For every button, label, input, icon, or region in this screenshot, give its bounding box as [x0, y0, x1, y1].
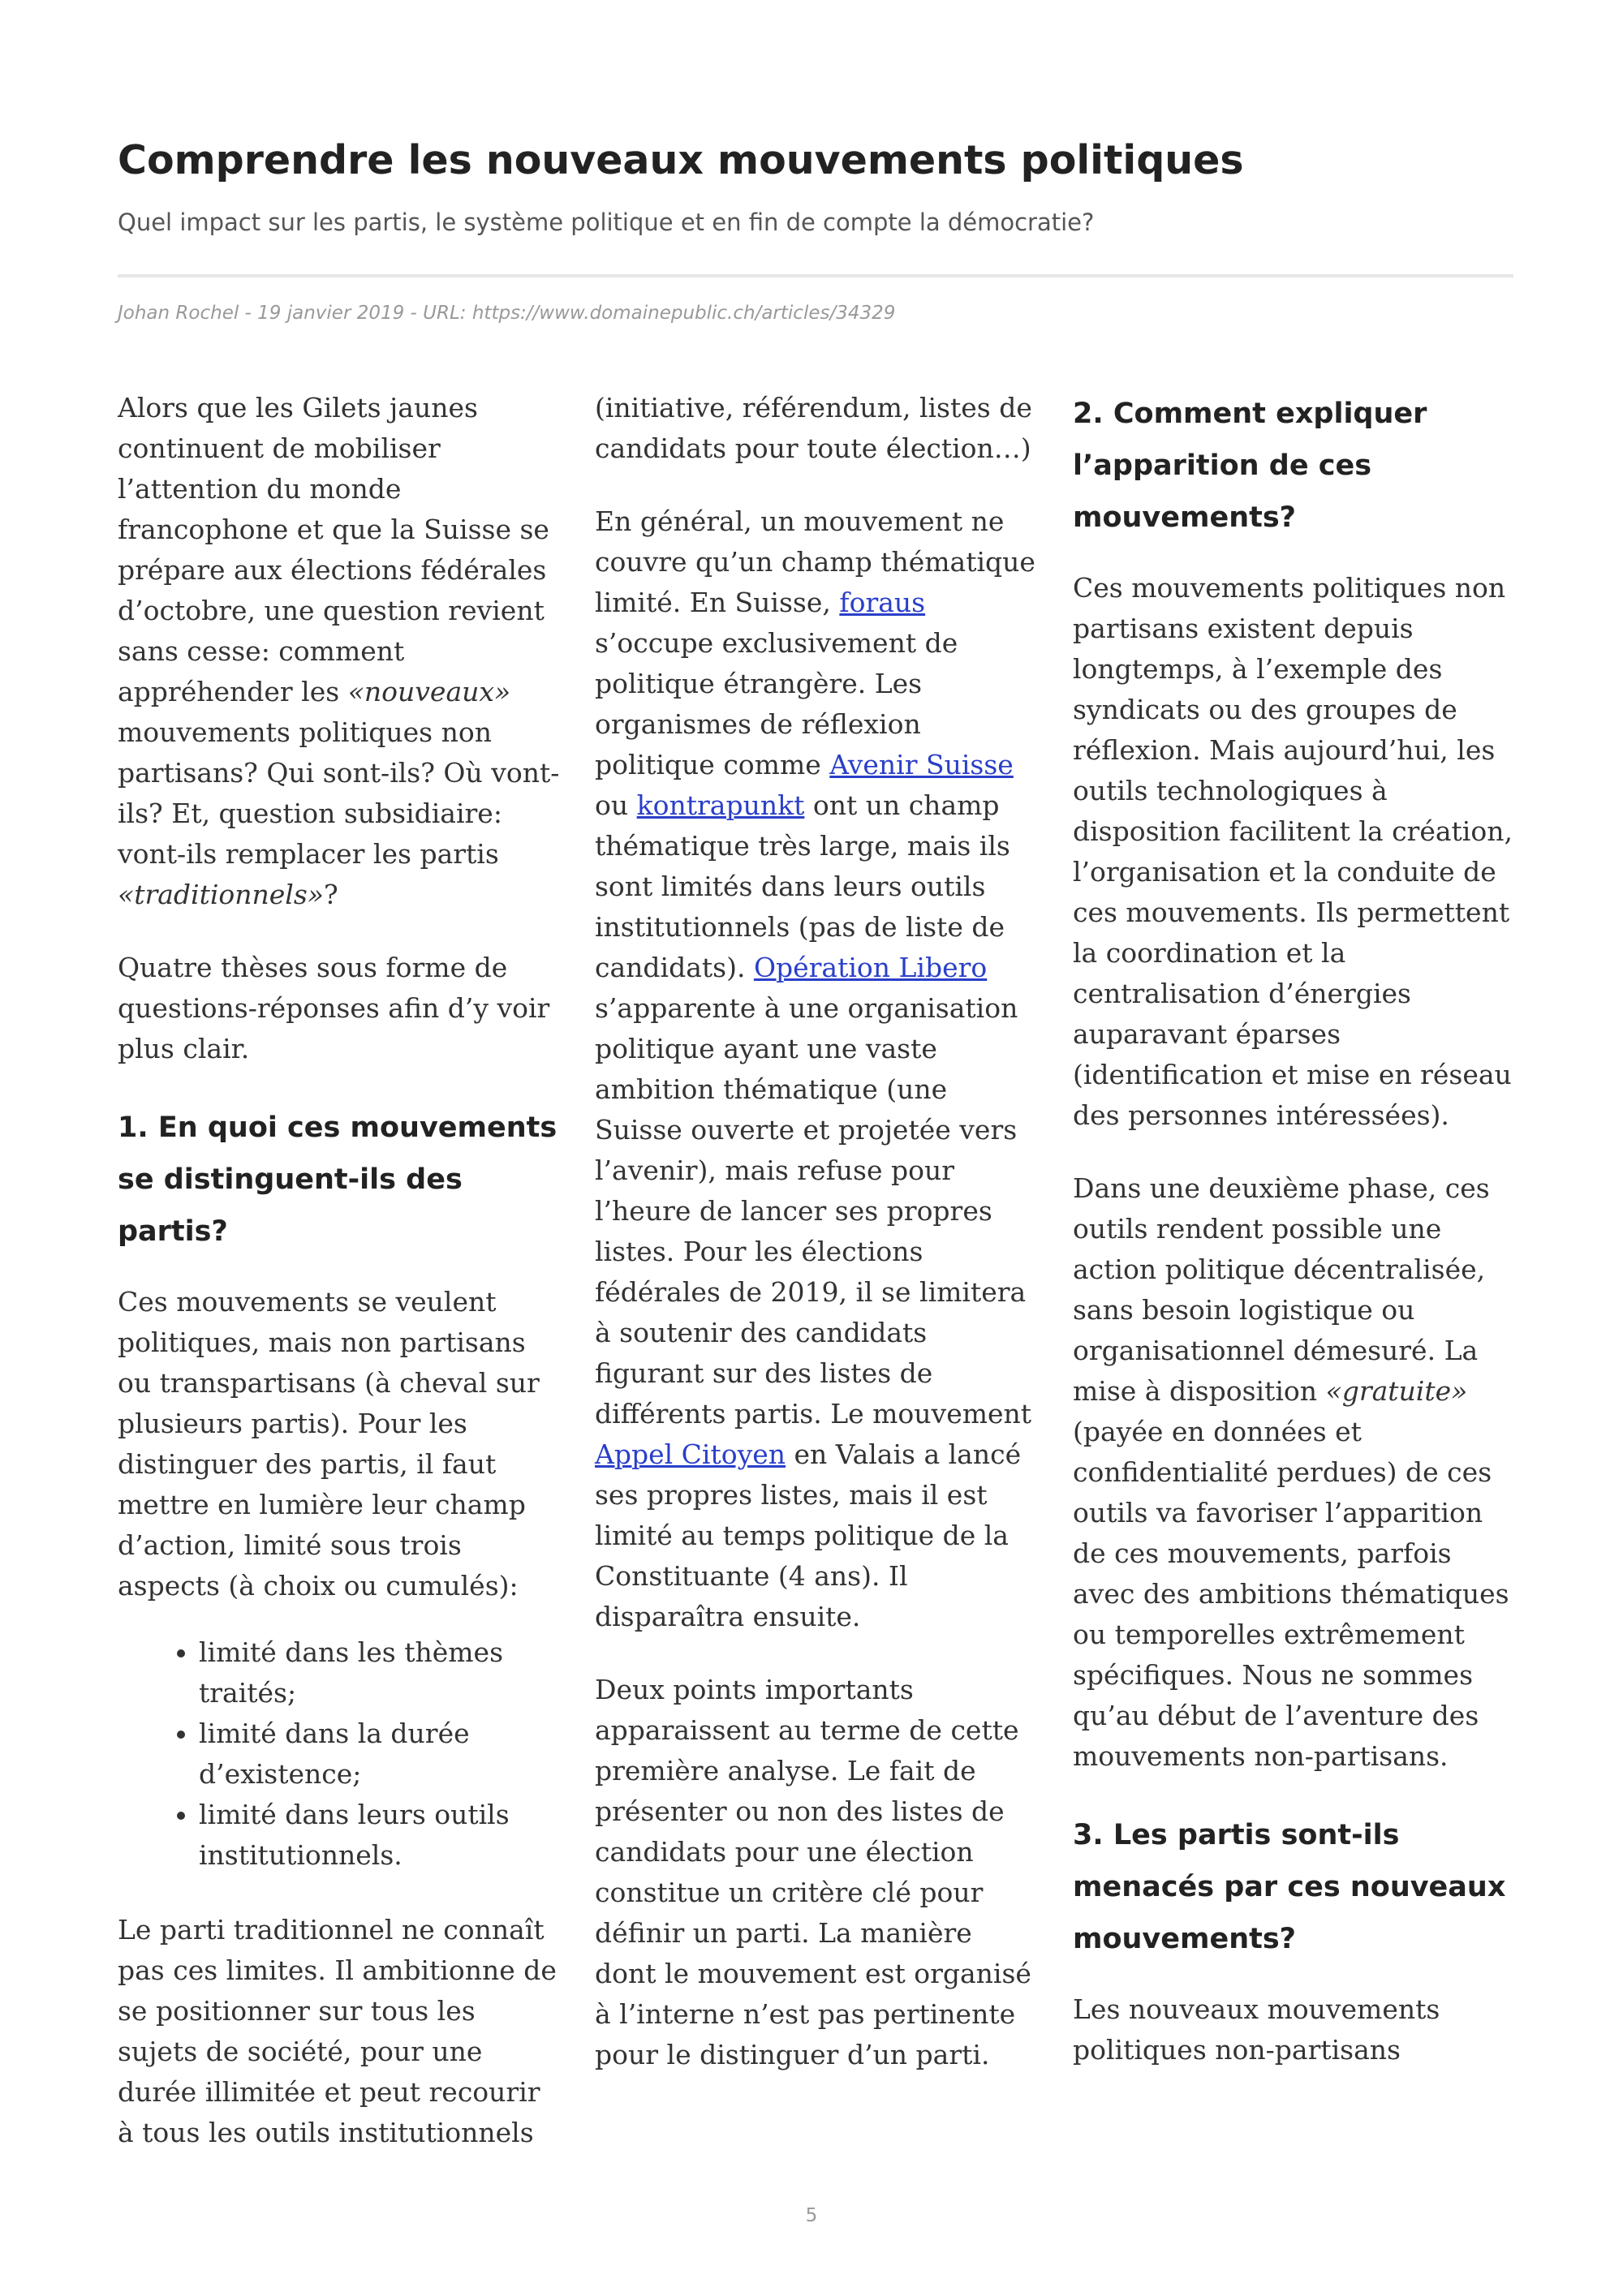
quote-nouveaux: «nouveaux»: [347, 676, 511, 707]
link-appel-citoyen[interactable]: Appel Citoyen: [595, 1438, 786, 1470]
column-1: [118, 388, 560, 2186]
list-item: • limité dans la durée d’existence;: [199, 1713, 560, 1795]
column-3: [1073, 388, 1515, 2103]
link-operation-libero[interactable]: Opération Libero: [753, 952, 988, 983]
examples-paragraph: En général, un mouvement ne couvre qu’un champ thématique limité. En Suisse, foraus s’occupe exclusivement de politique étrangère. Les organismes de réflexion politique comme Avenir Suisse ou kontrapunkt ont un champ thématique très large, mais ils sont limités dans leurs outils institutionnels (pas de liste de candidats). Opération Libero s’apparente à une organisation politique ayant une vaste ambition thématique (une Suisse ouverte et projetée vers l’avenir), mais refuse pour l’heure de lancer ses propres listes. Pour les élections fédérales de 2019, il se limitera à soutenir des candidats figurant sur des listes de différents partis. Le mouvement Appel Citoyen en Valais a lancé ses propres listes, mais il est limité au temps politique de la Constituante (4 ans). Il disparaîtra ensuite.: [595, 505, 1035, 1632]
section-3-paragraph: Les nouveaux mouvements politiques non-partisans: [1073, 1993, 1440, 2066]
quote-traditionnels: «traditionnels»: [118, 879, 324, 910]
theses-paragraph: Quatre thèses sous forme de questions-réponses afin d’y voir plus clair.: [118, 952, 550, 1064]
article-meta: Johan Rochel - 19 janvier 2019 - URL: https://www.domainepublic.ch/articles/34329: [118, 303, 896, 324]
intro-paragraph: Alors que les Gilets jaunes continuent de mobiliser l’attention du monde francophone et que la Suisse se prépare aux élections fédérales d’octobre, une question revient sans cesse: comment appréhender les «nouveaux» mouvements politiques non partisans? Qui sont-ils? Où vont-ils? Et, question subsidiaire: vont-ils remplacer les partis «traditionnels»?: [118, 392, 560, 910]
quote-gratuite: «gratuite»: [1325, 1375, 1468, 1407]
section-heading-1: 1. En quoi ces mouvements se distinguent-ils des partis?: [118, 1111, 558, 1248]
traditional-party-paragraph: Le parti traditionnel ne connaît pas ces limites. Il ambitionne de se positionner sur tous les sujets de société, pour une durée illimitée et peut recourir à tous les outils institutionnels: [118, 1914, 557, 2148]
article-title: Comprendre les nouveaux mouvements politiques: [118, 137, 1244, 183]
section-2-paragraph-2: Dans une deuxième phase, ces outils rendent possible une action politique décentralisée, sans besoin logistique ou organisationnel démesuré. La mise à disposition «gratuite» (payée en données et confidentialité perdues) de ces outils va favoriser l’apparition de ces mouvements, parfois avec des ambitions thématiques ou temporelles extrêmement spécifiques. Nous ne sommes qu’au début de l’aventure des mouvements non-partisans.: [1073, 1172, 1509, 1772]
continuation-paragraph: (initiative, référendum, listes de candidats pour toute élection…): [595, 392, 1032, 464]
list-item: • limité dans leurs outils institutionnels.: [199, 1795, 560, 1876]
link-kontrapunkt[interactable]: kontrapunkt: [636, 789, 805, 821]
section-2-paragraph-1: Ces mouvements politiques non partisans existent depuis longtemps, à l’exemple des syndicats ou des groupes de réflexion. Mais aujourd’hui, les outils technologiques à disposition facilitent la création, l’organisation et la conduite de ces mouvements. Ils permettent la coordination et la centralisation d’énergies auparavant éparses (identification et mise en réseau des personnes intéressées).: [1073, 572, 1513, 1131]
article-subtitle: Quel impact sur les partis, le système politique et en fin de compte la démocratie?: [118, 209, 1095, 236]
limits-list: [118, 1632, 560, 1876]
column-2: [595, 388, 1037, 2108]
section-heading-3: 3. Les partis sont-ils menacés par ces nouveaux mouvements?: [1073, 1819, 1506, 1955]
header-divider: [118, 274, 1513, 277]
link-avenir-suisse[interactable]: Avenir Suisse: [829, 749, 1014, 780]
two-points-paragraph: Deux points importants apparaissent au terme de cette première analyse. Le fait de présenter ou non des listes de candidats pour une élection constitue un critère clé pour définir un parti. La manière dont le mouvement est organisé à l’interne n’est pas pertinente pour le distinguer d’un parti.: [595, 1674, 1031, 2070]
page-number: 5: [805, 2205, 818, 2226]
link-foraus[interactable]: foraus: [839, 587, 926, 618]
section-1-paragraph: Ces mouvements se veulent politiques, mais non partisans ou transpartisans (à cheval sur plusieurs partis). Pour les distinguer des partis, il faut mettre en lumière leur champ d’action, limité sous trois aspects (à choix ou cumulés):: [118, 1286, 540, 1602]
section-heading-2: 2. Comment expliquer l’apparition de ces mouvements?: [1073, 398, 1427, 534]
list-item: • limité dans les thèmes traités;: [199, 1632, 560, 1713]
